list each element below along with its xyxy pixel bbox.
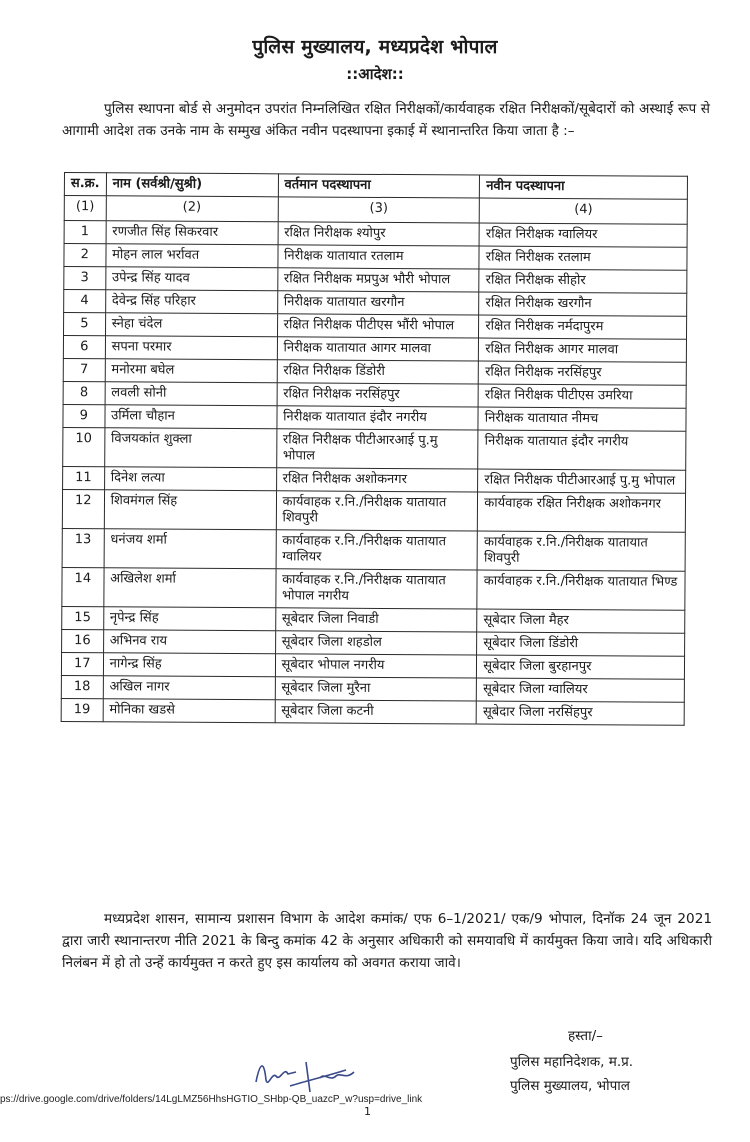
name-cell: स्नेहा चंदेल	[105, 313, 277, 337]
serial-cell: 15	[62, 606, 104, 629]
page-number: 1	[364, 1105, 371, 1118]
new-posting-cell: निरीक्षक यातायात नीमच	[478, 407, 686, 431]
name-cell: उर्मिला चौहान	[105, 405, 277, 429]
name-cell: मोनिका खडसे	[103, 699, 275, 723]
name-cell: अभिनव राय	[103, 630, 275, 654]
name-cell: अखिल नागर	[103, 676, 275, 700]
new-posting-cell: सूबेदार जिला बुरहानपुर	[477, 655, 685, 679]
new-posting-cell: सूबेदार जिला ग्वालियर	[477, 678, 685, 702]
current-posting-cell: कार्यवाहक र.नि./निरीक्षक यातायात ग्वालियर	[276, 530, 478, 570]
new-posting-cell: सूबेदार जिला मैहर	[477, 609, 685, 633]
signatory-office: पुलिस मुख्यालय, भोपाल	[510, 1078, 630, 1094]
new-posting-cell: रक्षित निरीक्षक रतलाम	[479, 246, 687, 270]
serial-cell: 16	[62, 629, 104, 652]
drive-link-text: ps://drive.google.com/drive/folders/14LgLMZ56HhsHGTIO_SHbp-QB_uazcP_w?usp=drive_link	[0, 1094, 423, 1105]
release-instruction-paragraph: मध्यप्रदेश शासन, सामान्य प्रशासन विभाग के आदेश कमांक/ एफ 6–1/2021/ एक/9 भोपाल, दिनॉक 24 जून 2021 द्वारा जारी स्थानान्तरण नीति 2021 के बिन्दु कमांक 42 के अनुसार अधिकारी को समयावधि में कार्यमुक्त किया जावे। यदि अधिकारी निलंबन में हो तो उन्हें कार्यमुक्त न करते हुए इस कार्यालय को अवगत कराया जावे।	[62, 911, 712, 971]
current-posting-cell: रक्षित निरीक्षक मप्रपुअ भौरी भोपाल	[277, 268, 479, 292]
serial-cell: 9	[63, 404, 105, 427]
serial-cell: 17	[61, 652, 103, 675]
name-cell: सपना परमार	[105, 336, 277, 360]
current-posting-cell: निरीक्षक यातायात इंदौर नगरीय	[277, 406, 479, 430]
new-posting-cell: कार्यवाहक रक्षित निरीक्षक अशोकनगर	[478, 492, 686, 532]
serial-cell: 7	[63, 358, 105, 381]
current-posting-cell: रक्षित निरीक्षक पीटीएस भौंरी भोपाल	[277, 314, 479, 338]
new-posting-cell: सूबेदार जिला डिंडोरी	[477, 632, 685, 656]
index-4: (4)	[480, 198, 688, 224]
header-serial: स.क्र.	[64, 173, 106, 196]
new-posting-cell: रक्षित निरीक्षक पीटीएस उमरिया	[478, 384, 686, 408]
new-posting-cell: रक्षित निरीक्षक आगर मालवा	[479, 338, 687, 362]
name-cell: देवेन्द्र सिंह परिहार	[105, 290, 277, 314]
current-posting-cell: निरीक्षक यातायात खरगौन	[277, 291, 479, 315]
new-posting-cell: सूबेदार जिला नरसिंहपुर	[476, 701, 684, 725]
name-cell: नृपेन्द्र सिंह	[103, 607, 275, 631]
header-current-posting: वर्तमान पदस्थापना	[278, 174, 480, 198]
current-posting-cell: कार्यवाहक र.नि./निरीक्षक यातायात भोपाल नगरीय	[275, 569, 477, 609]
name-cell: रणजीत सिंह सिकरवार	[106, 221, 278, 245]
current-posting-cell: सूबेदार भोपाल नगरीय	[275, 654, 477, 678]
name-cell: उपेन्द्र सिंह यादव	[105, 267, 277, 291]
serial-cell: 19	[61, 698, 103, 721]
handwritten-signature	[250, 1052, 370, 1100]
header-new-posting: नवीन पदस्थापना	[480, 175, 688, 199]
current-posting-cell: निरीक्षक यातायात रतलाम	[277, 245, 479, 269]
index-2: (2)	[106, 196, 278, 222]
name-cell: मनोरमा बघेल	[105, 359, 277, 383]
current-posting-cell: सूबेदार जिला कटनी	[275, 700, 477, 724]
serial-cell: 11	[63, 466, 105, 489]
signed-marker: हस्ता/–	[568, 1028, 603, 1044]
current-posting-cell: रक्षित निरीक्षक श्योपुर	[278, 222, 480, 246]
current-posting-cell: सूबेदार जिला मुरैना	[275, 677, 477, 701]
current-posting-cell: सूबेदार जिला निवाडी	[275, 608, 477, 632]
name-cell: विजयकांत शुक्ला	[104, 428, 276, 468]
index-3: (3)	[278, 197, 480, 223]
table-row	[63, 427, 686, 470]
page-title: पुलिस मुख्यालय, मध्यप्रदेश भोपाल	[252, 36, 498, 58]
column-index-row	[64, 196, 687, 225]
serial-cell: 14	[62, 567, 104, 606]
serial-cell: 18	[61, 675, 103, 698]
current-posting-cell: सूबेदार जिला शहडोल	[275, 631, 477, 655]
serial-cell: 13	[62, 528, 104, 567]
table-row	[61, 698, 684, 725]
current-posting-cell: रक्षित निरीक्षक नरसिंहपुर	[277, 383, 479, 407]
serial-cell: 6	[63, 336, 105, 359]
name-cell: अखिलेश शर्मा	[104, 568, 276, 608]
serial-cell: 4	[64, 290, 106, 313]
new-posting-cell: रक्षित निरीक्षक पीटीआरआई पु.मु भोपाल	[478, 469, 686, 493]
new-posting-cell: रक्षित निरीक्षक सीहोर	[479, 269, 687, 293]
name-cell: धनंजय शर्मा	[104, 529, 276, 569]
new-posting-cell: रक्षित निरीक्षक नर्मदापुरम	[479, 315, 687, 339]
table-row	[62, 567, 685, 610]
new-posting-cell: रक्षित निरीक्षक खरगौन	[479, 292, 687, 316]
header-name: नाम (सर्वश्री/सुश्री)	[106, 173, 278, 197]
new-posting-cell: रक्षित निरीक्षक नरसिंहपुर	[479, 361, 687, 385]
name-cell: दिनेश लत्या	[104, 467, 276, 491]
new-posting-cell: कार्यवाहक र.नि./निरीक्षक यातायात भिण्ड	[477, 570, 685, 610]
table-row	[62, 489, 685, 532]
name-cell: नागेन्द्र सिंह	[103, 653, 275, 677]
new-posting-cell: कार्यवाहक र.नि./निरीक्षक यातायात शिवपुरी	[477, 531, 685, 571]
table-row	[62, 528, 685, 571]
serial-cell: 10	[63, 427, 105, 466]
new-posting-cell: रक्षित निरीक्षक ग्वालियर	[479, 223, 687, 247]
index-1: (1)	[64, 196, 106, 221]
serial-cell: 3	[64, 267, 106, 290]
current-posting-cell: निरीक्षक यातायात आगर मालवा	[277, 337, 479, 361]
current-posting-cell: रक्षित निरीक्षक पीटीआरआई पु.मु भोपाल	[276, 429, 478, 469]
name-cell: मोहन लाल भर्रावत	[106, 244, 278, 268]
order-heading: ::आदेश::	[346, 65, 404, 83]
serial-cell: 5	[64, 313, 106, 336]
current-posting-cell: कार्यवाहक र.नि./निरीक्षक यातायात शिवपुरी	[276, 491, 478, 531]
signatory-designation: पुलिस महानिदेशक, म.प्र.	[510, 1054, 634, 1070]
name-cell: लवली सोनी	[105, 382, 277, 406]
serial-cell: 12	[62, 489, 104, 528]
serial-cell: 2	[64, 244, 106, 267]
serial-cell: 1	[64, 221, 106, 244]
intro-paragraph: पुलिस स्थापना बोर्ड से अनुमोदन उपरांत निम्नलिखित रक्षित निरीक्षकों/कार्यवाहक रक्षित निरीक्षकों/सूबेदारों को अस्थाई रूप से आगामी आदेश तक उनके नाम के सम्मुख अंकित नवीन पदस्थापना इकाई में स्थानान्तरित किया जाता है :–	[62, 101, 710, 139]
new-posting-cell: निरीक्षक यातायात इंदौर नगरीय	[478, 430, 686, 470]
current-posting-cell: रक्षित निरीक्षक डिंडोरी	[277, 360, 479, 384]
name-cell: शिवमंगल सिंह	[104, 490, 276, 530]
current-posting-cell: रक्षित निरीक्षक अशोकनगर	[276, 468, 478, 492]
transfer-table	[61, 172, 688, 726]
serial-cell: 8	[63, 381, 105, 404]
